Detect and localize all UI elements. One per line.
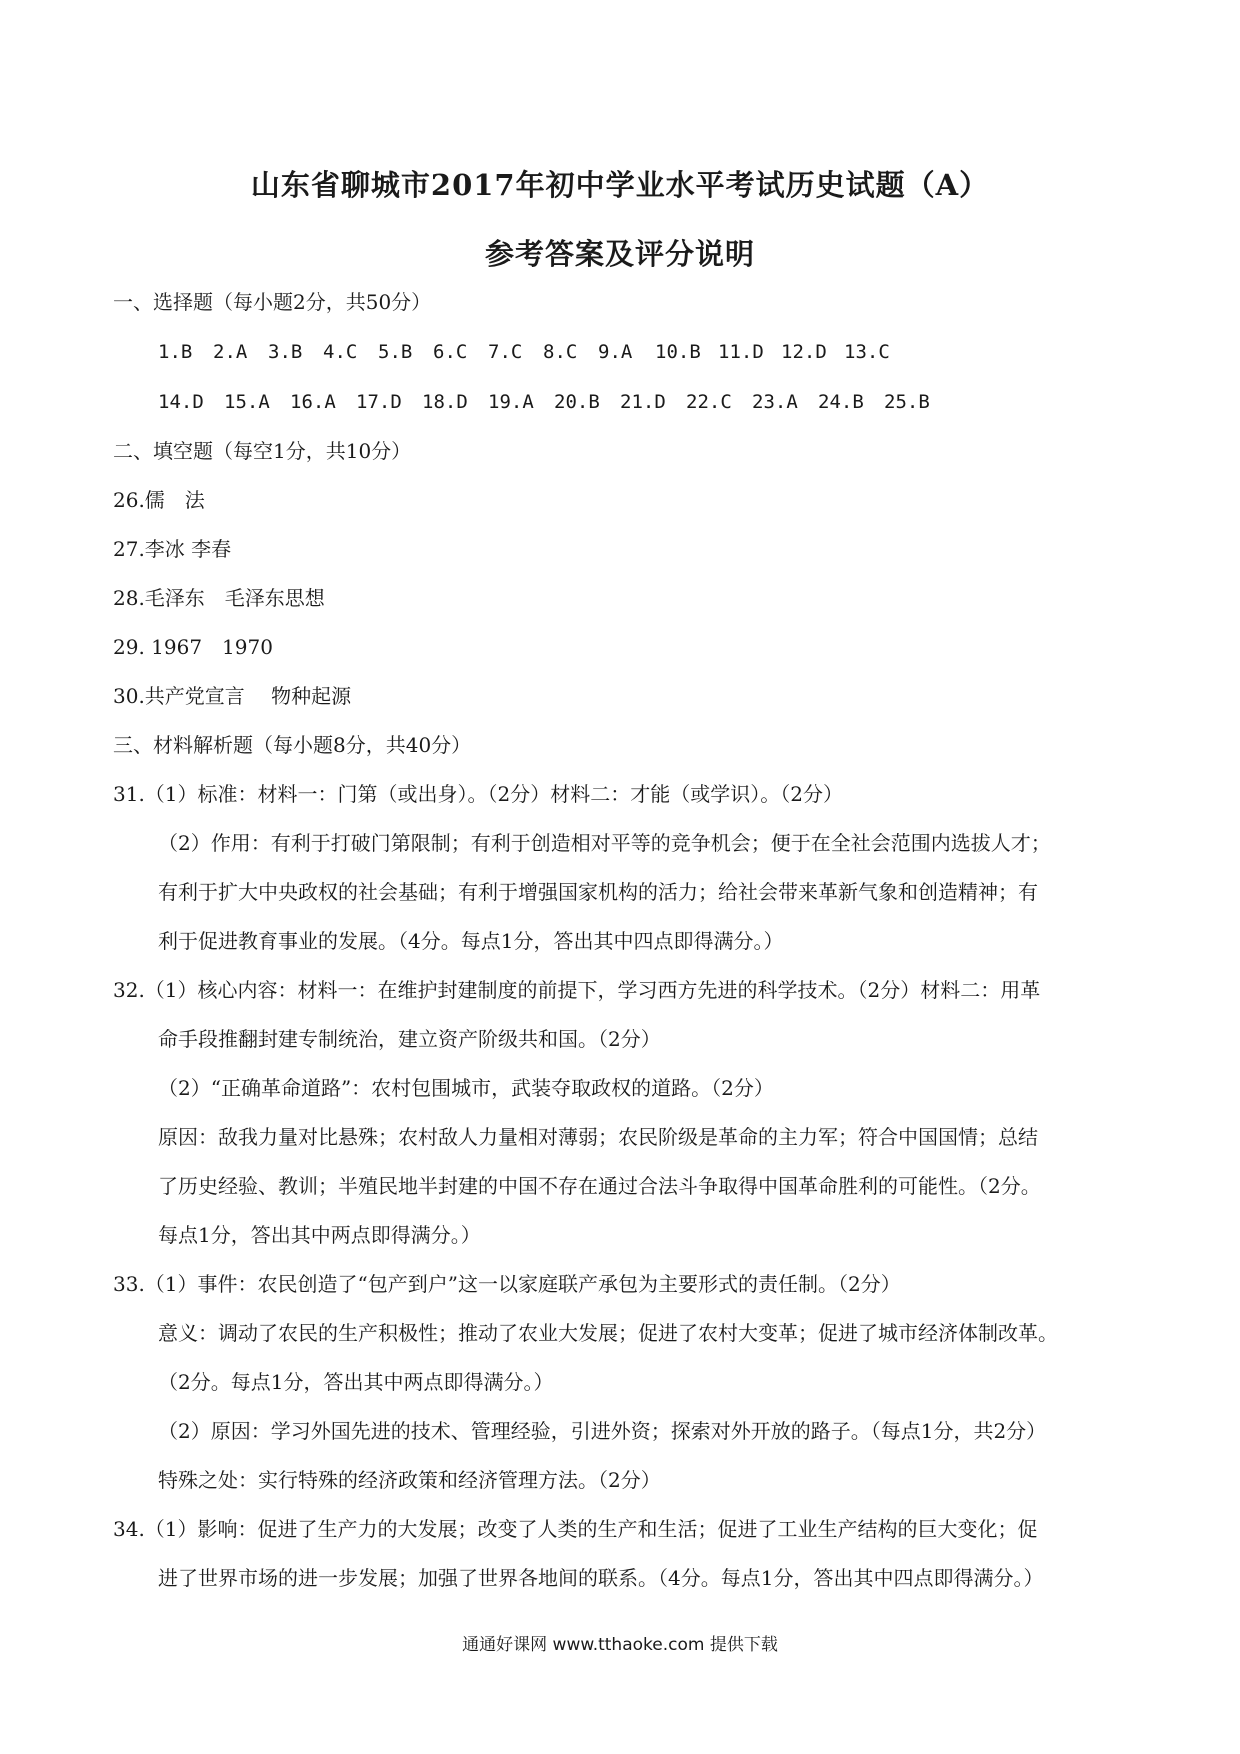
answer-32-line: 了历史经验、教训；半殖民地半封建的中国不存在通过合法斗争取得中国革命胜利的可能性。（2分。: [158, 1174, 1041, 1198]
answer-32-line: 每点1分，答出其中两点即得满分。）: [158, 1223, 481, 1247]
page-footer: 通通好课网 www.tthaoke.com 提供下载: [462, 1635, 778, 1655]
page-title: 山东省聊城市2017年初中学业水平考试历史试题（A）: [250, 168, 990, 202]
answer-item: 2.A: [213, 341, 248, 363]
answer-34-line: 进了世界市场的进一步发展；加强了世界各地间的联系。（4分。每点1分，答出其中四点即得满分。）: [158, 1566, 1044, 1590]
answer-row-1: [158, 338, 907, 366]
answer-34-line: 34.（1）影响：促进了生产力的大发展；改变了人类的生产和生活；促进了工业生产结构的巨大变化；促: [113, 1517, 1038, 1541]
answer-item: 17.D: [356, 391, 402, 413]
answer-item: 14.D: [158, 391, 204, 413]
answer-item: 7.C: [488, 341, 523, 363]
section-heading-analysis: 三、材料解析题（每小题8分，共40分）: [113, 733, 472, 757]
answer-item: 22.C: [686, 391, 732, 413]
answer-31-line: 利于促进教育事业的发展。（4分。每点1分，答出其中四点即得满分。）: [158, 929, 784, 953]
answer-30: 30.共产党宣言 物种起源: [113, 684, 352, 708]
answer-33-line: 意义：调动了农民的生产积极性；推动了农业大发展；促进了农村大变革；促进了城市经济体制改革。: [158, 1321, 1058, 1345]
answer-item: 8.C: [543, 341, 578, 363]
page-subtitle: 参考答案及评分说明: [484, 237, 755, 271]
answer-row-2-items: [158, 388, 950, 416]
answer-item: 23.A: [752, 391, 798, 413]
answer-item: 1.B: [158, 341, 193, 363]
answer-item: 15.A: [224, 391, 270, 413]
answer-29: 29. 1967 1970: [113, 635, 273, 659]
answer-item: 10.B: [655, 341, 701, 363]
answer-33-line: 特殊之处：实行特殊的经济政策和经济管理方法。（2分）: [158, 1468, 661, 1492]
answer-item: 12.D: [781, 341, 827, 363]
answer-32-line: （2）“正确革命道路”：农村包围城市，武装夺取政权的道路。（2分）: [158, 1076, 774, 1100]
answer-33-line: （2）原因：学习外国先进的技术、管理经验，引进外资；探索对外开放的路子。（每点1分，共2分）: [158, 1419, 1047, 1443]
answer-item: 13.C: [844, 341, 890, 363]
answer-32-line: 原因：敌我力量对比悬殊；农村敌人力量相对薄弱；农民阶级是革命的主力军；符合中国国情；总结: [158, 1125, 1038, 1149]
answer-32-line: 命手段推翻封建专制统治，建立资产阶级共和国。（2分）: [158, 1027, 661, 1051]
answer-31-line: 31.（1）标准：材料一：门第（或出身）。（2分）材料二：才能（或学识）。（2分）: [113, 782, 843, 806]
answer-28: 28.毛泽东 毛泽东思想: [113, 586, 325, 610]
answer-32-line: 32.（1）核心内容：材料一：在维护封建制度的前提下，学习西方先进的科学技术。（2分）材料二：用革: [113, 978, 1041, 1002]
answer-item: 21.D: [620, 391, 666, 413]
answer-item: 4.C: [323, 341, 358, 363]
answer-item: 6.C: [433, 341, 468, 363]
answer-item: 24.B: [818, 391, 864, 413]
answer-item: 11.D: [718, 341, 764, 363]
answer-31-line: （2）作用：有利于打破门第限制；有利于创造相对平等的竞争机会；便于在全社会范围内选拔人才；: [158, 831, 1051, 855]
answer-item: 19.A: [488, 391, 534, 413]
answer-27: 27.李冰 李春: [113, 537, 232, 561]
answer-item: 3.B: [268, 341, 303, 363]
answer-item: 16.A: [290, 391, 336, 413]
answer-item: 20.B: [554, 391, 600, 413]
answer-26: 26.儒 法: [113, 488, 205, 512]
section-heading-choice: 一、选择题（每小题2分，共50分）: [113, 290, 432, 314]
section-heading-fill: 二、填空题（每空1分，共10分）: [113, 439, 412, 463]
answer-item: 25.B: [884, 391, 930, 413]
answer-item: 9.A: [598, 341, 633, 363]
answer-item: 5.B: [378, 341, 413, 363]
answer-33-line: （2分。每点1分，答出其中两点即得满分。）: [158, 1370, 554, 1394]
answer-item: 18.D: [422, 391, 468, 413]
answer-31-line: 有利于扩大中央政权的社会基础；有利于增强国家机构的活力；给社会带来革新气象和创造精神；有: [158, 880, 1038, 904]
answer-33-line: 33.（1）事件：农民创造了“包产到户”这一以家庭联产承包为主要形式的责任制。（2分）: [113, 1272, 901, 1296]
